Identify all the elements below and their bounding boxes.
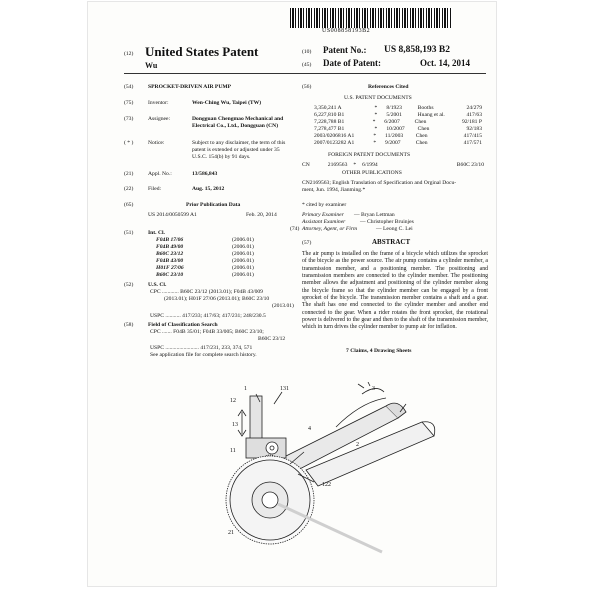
code-75: (75) [124, 100, 134, 106]
field-cpc-line-2: B60C 23/12 [258, 336, 286, 342]
code-notice: ( * ) [124, 140, 134, 146]
date-of-patent: Oct. 14, 2014 [420, 58, 470, 68]
us-patent-doc-row [314, 140, 482, 147]
int-cl-version: (2006.01) [232, 265, 254, 271]
int-cl-row [156, 251, 254, 258]
figure-label: 13 [232, 422, 238, 428]
code-58: (58) [124, 322, 134, 328]
doc-class: 417/415 [463, 133, 483, 139]
doc-number: 2007/0123282 A1 [314, 140, 355, 146]
int-cl-version: (2006.01) [232, 272, 254, 278]
int-cl-code: H01F 27/06 [156, 265, 184, 271]
header-rule [124, 73, 486, 74]
field-uspc-line: USPC ........................ 417/231, 233, 374, 571 [150, 345, 253, 351]
code-22: (22) [124, 186, 134, 192]
appl-number: 13/586,843 [192, 171, 218, 177]
doc-mark: * [373, 140, 377, 146]
inventor-label: Inventor: [148, 100, 169, 106]
int-cl-code: F04B 49/00 [156, 244, 184, 250]
int-cl-version: (2006.01) [232, 251, 254, 257]
attorney-label: Attorney, Agent, or Firm [302, 226, 358, 232]
field-search-heading: Field of Classification Search [148, 322, 218, 328]
int-cl-version: (2006.01) [232, 244, 254, 250]
figure-label: 12 [230, 398, 236, 404]
pump-drawing [186, 382, 452, 554]
int-cl-version: (2006.01) [232, 237, 254, 243]
filed-date: Aug. 15, 2012 [192, 186, 225, 192]
patent-office-title: United States Patent [145, 44, 259, 59]
attorney: — Leong C. Lei [376, 226, 413, 232]
doc-number: 6,227,810 B1 [314, 112, 345, 118]
foreign-doc-row [302, 162, 484, 169]
us-patent-doc-row [314, 126, 482, 133]
code-65: (65) [124, 202, 134, 208]
code-21: (21) [124, 171, 134, 177]
int-cl-list [156, 237, 254, 279]
code-54: (54) [124, 84, 134, 90]
claims-summary: 7 Claims, 4 Drawing Sheets [346, 348, 412, 354]
int-cl-row [156, 272, 254, 279]
foreign-mark: * [353, 162, 357, 168]
other-publication-line-2: ment, Jun. 1994, Jianming.* [302, 187, 366, 193]
figure-label: 3 [372, 386, 375, 392]
patent-number: US 8,858,193 B2 [384, 45, 450, 55]
int-cl-version: (2006.01) [232, 258, 254, 264]
doc-name: Huang et al. [417, 112, 445, 118]
invention-title: SPROCKET-DRIVEN AIR PUMP [148, 84, 232, 90]
code-12: (12) [124, 51, 134, 57]
abstract-text: The air pump is installed on the frame of a bicycle which utilizes the sprocket of the bicycle as the power source. The air pump contains a cylinder member, a transmission member, and a positioning member. The positioning and transmission members are connected to the cylinder member. The positioning member allows the adjustment and positioning of the cylinder member along the bicycle frame so that the cylinder member can be engaged by a front sprocket of the bicycle. The transmission member contains a shaft and a gear. The shaft has one end connected to the cylinder member and another end connected to the gear. When a rider rotates the front sprocket, the rotational power is delivered to the gear and then to the shaft of the transmission member, which in turn drives the cylinder member to pump air for inflation. [302, 251, 488, 331]
doc-date: 9/2007 [385, 140, 401, 146]
int-cl-row [156, 244, 254, 251]
doc-class: 417/63 [466, 112, 482, 118]
prior-publication-heading: Prior Publication Data [186, 202, 241, 208]
date-of-patent-label: Date of Patent: [323, 58, 381, 68]
int-cl-code: F04B 17/06 [156, 237, 184, 243]
doc-number: 7,278,477 B1 [314, 126, 345, 132]
assignee-line-1: Dongguan Chengmao Mechanical and [192, 116, 284, 122]
cited-by-examiner: * cited by examiner [302, 202, 347, 208]
figure-label: 11 [230, 448, 236, 454]
cpc-line-1: CPC ............ B60C 23/12 (2013.01); F04B 43/009 [150, 289, 263, 295]
prior-publication-number: US 2014/0050599 A1 [148, 212, 197, 218]
us-patent-doc-row [314, 105, 482, 112]
assistant-examiner-label: Assistant Examiner [302, 219, 346, 225]
foreign-docs-heading: FOREIGN PATENT DOCUMENTS [328, 152, 411, 158]
prior-publication-date: Feb. 20, 2014 [246, 212, 277, 218]
foreign-date: 6/1994 [362, 162, 378, 168]
field-search-note: See application file for complete search history. [150, 352, 257, 358]
doc-class: 417/571 [463, 140, 483, 146]
primary-examiner-label: Primary Examiner [302, 212, 344, 218]
code-74: (74) [290, 226, 300, 232]
doc-name: Chen [414, 119, 427, 125]
doc-class: 92/181 P [461, 119, 482, 125]
doc-mark: * [372, 119, 376, 125]
inventor-surname: Wu [145, 61, 158, 70]
us-patent-docs-heading: U.S. PATENT DOCUMENTS [344, 95, 412, 101]
doc-date: 10/2007 [386, 126, 405, 132]
doc-name: Chen [415, 140, 428, 146]
us-patent-doc-row [314, 133, 482, 140]
us-patent-docs-list [314, 105, 482, 147]
other-publication-line-1: CN2169563; English Translation of Specification and Orginal Docu- [302, 180, 457, 186]
figure-label: 2 [356, 442, 359, 448]
int-cl-row [156, 265, 254, 272]
code-51: (51) [124, 230, 134, 236]
doc-number: 7,228,788 B1 [314, 119, 345, 125]
doc-mark: * [374, 112, 378, 118]
doc-name: Chen [415, 133, 428, 139]
doc-name: Booths [417, 105, 434, 111]
foreign-class: B60C 23/10 [456, 162, 484, 168]
primary-examiner: — Bryan Lettman [354, 212, 395, 218]
inventor-name: Wen-Ching Wu, Taipei (TW) [192, 100, 262, 106]
code-52: (52) [124, 282, 134, 288]
doc-name: Chen [417, 126, 430, 132]
us-cl-heading: U.S. Cl. [148, 282, 167, 288]
figure-label: 131 [280, 386, 289, 392]
figure-label: 122 [322, 482, 331, 488]
notice-line-3: U.S.C. 154(b) by 91 days. [192, 154, 251, 160]
assignee-line-2: Electrical Co., Ltd., Dongguan (CN) [192, 123, 279, 129]
doc-mark: * [374, 105, 378, 111]
abstract-heading: ABSTRACT [372, 238, 411, 246]
doc-number: 2003/0206816 A1 [314, 133, 355, 139]
figure-label: 21 [228, 530, 234, 536]
doc-date: 8/1923 [386, 105, 402, 111]
barcode [290, 8, 452, 28]
filed-label: Filed: [148, 186, 162, 192]
doc-class: 92/183 [466, 126, 482, 132]
code-57: (57) [302, 240, 312, 246]
notice-label: Notice: [148, 140, 165, 146]
doc-class: 24/279 [466, 105, 482, 111]
int-cl-code: B60C 23/10 [156, 272, 184, 278]
doc-mark: * [373, 133, 377, 139]
barcode-number: US008858193B2 [322, 28, 371, 34]
figure-label: 1 [244, 386, 247, 392]
int-cl-row [156, 237, 254, 244]
us-patent-doc-row [314, 119, 482, 126]
code-45: (45) [302, 62, 312, 68]
doc-number: 3,350,241 A [314, 105, 342, 111]
code-73: (73) [124, 116, 134, 122]
references-heading: References Cited [368, 84, 409, 90]
cpc-line-3: (2013.01) [272, 303, 294, 309]
foreign-number: 2169563 [327, 162, 348, 168]
doc-mark: * [374, 126, 378, 132]
clamp-post [250, 396, 262, 444]
appl-label: Appl. No.: [148, 171, 172, 177]
field-cpc-line-1: CPC ....... F04B 35/01; F04B 33/005; B60C 23/10; [150, 329, 264, 335]
int-cl-row [156, 258, 254, 265]
code-10: (10) [302, 49, 312, 55]
int-cl-code: F04B 43/00 [156, 258, 184, 264]
doc-date: 5/2001 [386, 112, 402, 118]
notice-line-1: Subject to any disclaimer, the term of this [192, 140, 286, 146]
doc-date: 6/2007 [384, 119, 400, 125]
uspc-line: USPC ........... 417/233; 417/63; 417/231; 248/230.5 [150, 313, 266, 319]
cpc-line-2: (2013.01); H01F 27/06 (2013.01); B60C 23/10 [164, 296, 270, 302]
us-patent-doc-row [314, 112, 482, 119]
patent-no-label: Patent No.: [323, 45, 367, 55]
foreign-country: CN [302, 162, 310, 168]
assignee-label: Assignee: [148, 116, 171, 122]
code-56: (56) [302, 84, 312, 90]
assistant-examiner: — Christopher Bruinjes [360, 219, 414, 225]
doc-date: 11/2003 [385, 133, 404, 139]
notice-line-2: patent is extended or adjusted under 35 [192, 147, 280, 153]
int-cl-code: B60C 23/12 [156, 251, 184, 257]
other-publications-heading: OTHER PUBLICATIONS [342, 170, 402, 176]
figure-label: 4 [308, 426, 311, 432]
int-cl-heading: Int. Cl. [148, 230, 165, 236]
